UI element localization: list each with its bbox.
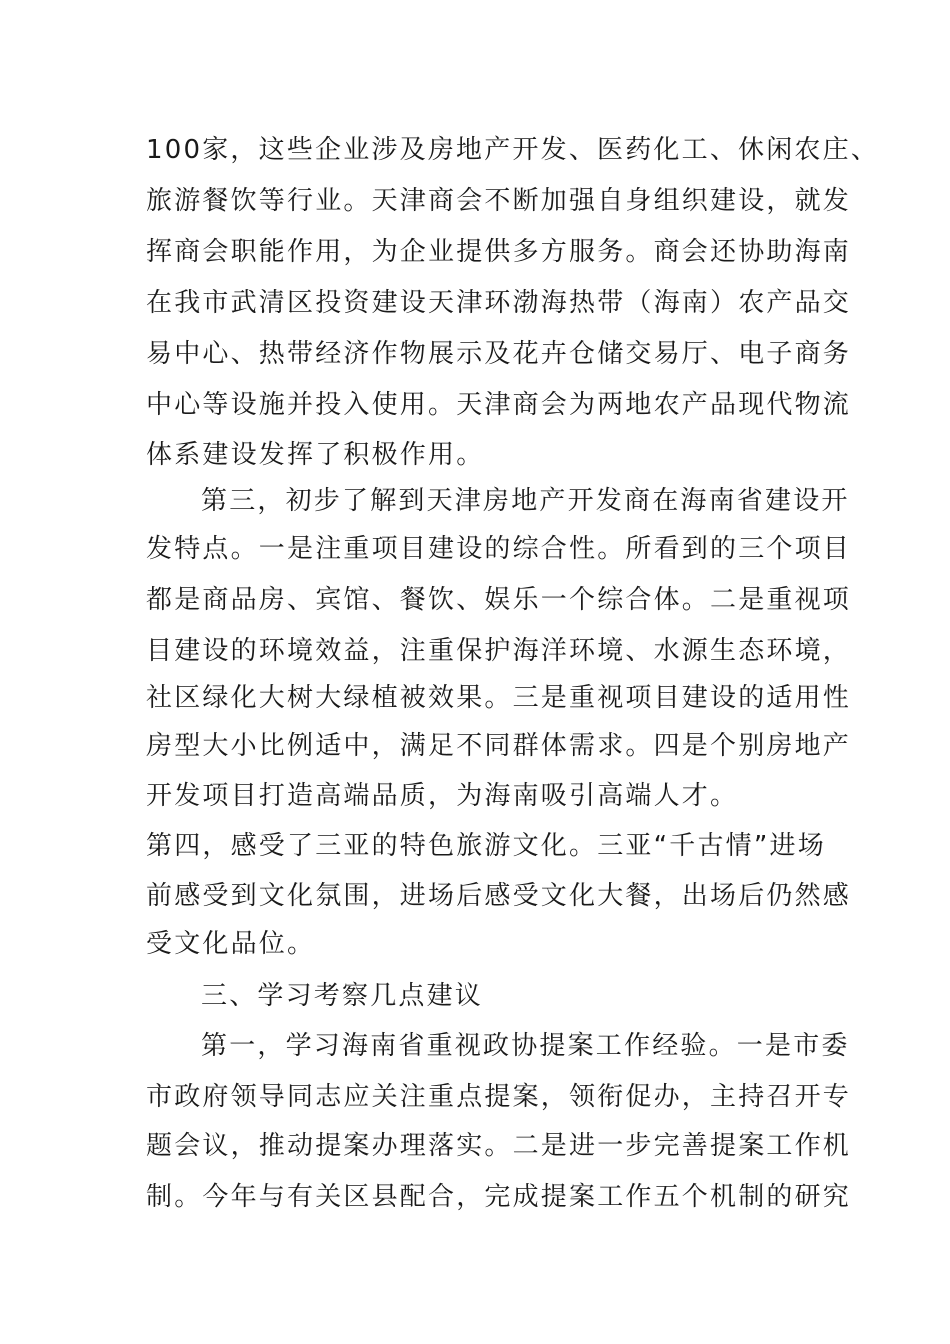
text-line: 发特点。一是注重项目建设的综合性。所看到的三个项目 [146, 534, 852, 564]
section-heading: 三、学习考察几点建议 [201, 981, 484, 1011]
text-line: 市政府领导同志应关注重点提案，领衔促办，主持召开专 [146, 1082, 852, 1112]
paragraph-heading-third: 第三，初步了解到天津房地产开发商在海南省建设开 [201, 486, 850, 516]
text-line: 题会议，推动提案办理落实。二是进一步完善提案工作机 [146, 1131, 852, 1161]
text-line: 在我市武清区投资建设天津环渤海热带（海南）农产品交 [146, 288, 852, 318]
paragraph-heading-first: 第一，学习海南省重视政协提案工作经验。一是市委 [201, 1031, 850, 1061]
paragraph-heading-fourth: 第四，感受了三亚的特色旅游文化。三亚“千古情”进场 [146, 831, 826, 861]
text-line: 挥商会职能作用，为企业提供多方服务。商会还协助海南 [146, 237, 852, 267]
text-line: 旅游餐饮等行业。天津商会不断加强自身组织建设，就发 [146, 186, 852, 216]
text-line: 易中心、热带经济作物展示及花卉仓储交易厅、电子商务 [146, 339, 852, 369]
text-line: 受文化品位。 [146, 929, 316, 959]
text-line: 房型大小比例适中，满足不同群体需求。四是个别房地产 [146, 731, 852, 761]
text-line: 100家，这些企业涉及房地产开发、医药化工、休闲农庄、 [146, 135, 880, 165]
text-line: 开发项目打造高端品质，为海南吸引高端人才。 [146, 781, 739, 811]
text-line: 都是商品房、宾馆、餐饮、娱乐一个综合体。二是重视项 [146, 585, 852, 615]
text-line: 目建设的环境效益，注重保护海洋环境、水源生态环境， [146, 636, 852, 666]
text-line: 社区绿化大树大绿植被效果。三是重视项目建设的适用性 [146, 683, 852, 713]
text-line: 中心等设施并投入使用。天津商会为两地农产品现代物流 [146, 390, 852, 420]
text-line: 前感受到文化氛围，进场后感受文化大餐，出场后仍然感 [146, 881, 852, 911]
text-line: 体系建设发挥了积极作用。 [146, 440, 485, 470]
text-line: 制。今年与有关区县配合，完成提案工作五个机制的研究 [146, 1182, 852, 1212]
